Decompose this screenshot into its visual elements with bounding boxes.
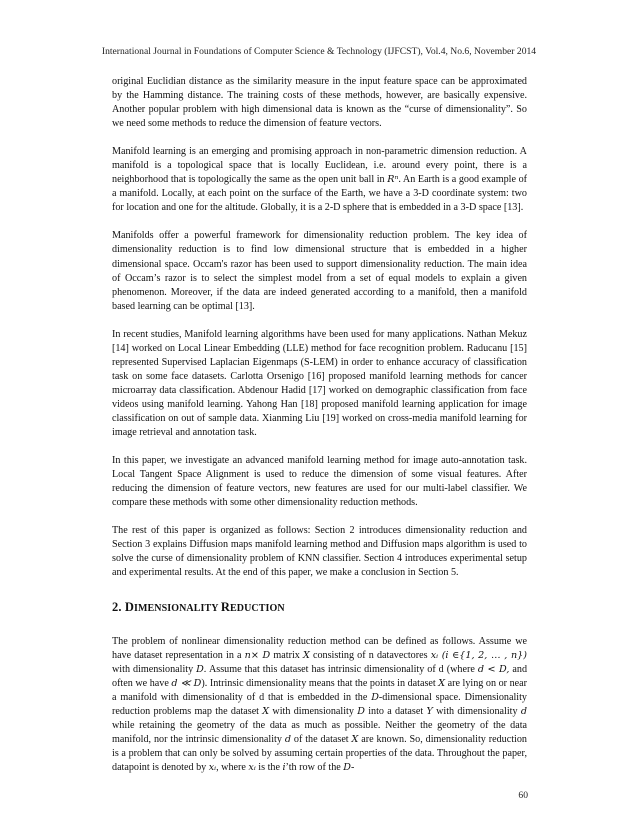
s2-math-6: d ≪ D xyxy=(171,677,202,689)
paragraph-6: The rest of this paper is organized as follows: Section 2 introduces dimensionality reduction and Section 3 explains Diffusion maps manifold learning method and Diffusion maps algorithm is used to solve the curse of dimensionality problem of KNN classifier. Section 4 introduces experimental setup and experimental results. At the end of this paper, we make a conclusion in Section 5. xyxy=(112,525,527,579)
paragraph-2-math: Rⁿ xyxy=(387,174,399,186)
s2-text-12: with dimensionality xyxy=(432,705,521,717)
s2-text-10: with dimensionality xyxy=(269,705,358,717)
running-head: International Journal in Foundations of Computer Science & Technology (IJFCST), Vol.4, No.6, November 2014 xyxy=(101,46,537,57)
s2-text-3: consisting of n datavectores xyxy=(309,649,431,661)
section-heading xyxy=(112,600,527,616)
section-heading-part1: IMENSIONALITY xyxy=(133,603,221,615)
s2-text-9: -dimensional space. Dimensionality reduction problems map the dataset xyxy=(112,691,527,717)
s2-text-2: matrix xyxy=(270,649,303,661)
s2-math-16: xᵢ xyxy=(248,761,256,773)
paragraph-5: In this paper, we investigate an advanced manifold learning method for image auto-annotation task. Local Tangent Space Alignment is used to reduce the dimension of some visual features. After reducing the dimension of feature vectors, new features are used for our multi-label classifier. We compare these methods with some other dimensionality reduction methods. xyxy=(112,455,527,509)
s2-text-17: is the xyxy=(255,761,283,773)
s2-text-19: - xyxy=(351,761,355,773)
s2-math-1: n× D xyxy=(244,649,271,661)
s2-text-13: while retaining the geometry of the data as much as possible. Neither the geometry of the data manifold, nor the intrinsic dimensionality xyxy=(112,719,527,745)
s2-math-17: i xyxy=(282,761,286,773)
s2-math-9: X xyxy=(262,705,270,717)
s2-text-4: with dimensionality xyxy=(112,663,197,675)
s2-text-11: into a dataset xyxy=(364,705,427,717)
s2-math-2: X xyxy=(302,649,310,661)
s2-text-16: , where xyxy=(216,761,249,773)
s2-math-10: D xyxy=(357,705,365,717)
paragraph-2 xyxy=(112,145,527,215)
section-2-paragraph xyxy=(112,635,527,775)
paper-body xyxy=(112,75,527,775)
s2-text-6: and often we have xyxy=(112,663,528,689)
s2-math-11: Y xyxy=(426,705,433,717)
section-number: 2. xyxy=(112,600,125,615)
s2-text-18: ’th row of the xyxy=(285,761,344,773)
section-heading-r: R xyxy=(220,600,230,615)
paragraph-1: original Euclidian distance as the similarity measure in the input feature space can be approximated by the Hamming distance. The training costs of these methods, however, are basically expensive. Another popular problem with high dimensional data is known as the “curse of dimensionality”. So we need some methods to reduce the dimension of feature vectors. xyxy=(112,76,527,130)
s2-math-7: X xyxy=(438,677,446,689)
s2-math-8: D xyxy=(371,691,379,703)
paragraph-3: Manifolds offer a powerful framework for dimensionality reduction problem. The key idea of dimensionality reduction is to find low dimensional structure that is embedded in a higher dimensional space. Occam's razor has been used to support dimensionality reduction. The main idea of Occam’s razor is to select the simplest model from a set of equal models to explain a given phenomenon. Moreover, if the data are indeed generated according to a manifold, then a manifold based learning can be optimal [13]. xyxy=(112,230,527,312)
s2-text-5: Assume that this dataset has intrinsic dimensionality of d (where xyxy=(206,663,478,675)
s2-math-12: d xyxy=(520,705,527,717)
s2-math-18: D xyxy=(343,761,351,773)
s2-text-15: are known. So, dimensionality reduction is a problem that can only be solved by assuming certain properties of the data. Throughout the paper, datapoint is denoted by xyxy=(112,733,527,773)
s2-text-14: of the dataset xyxy=(291,733,352,745)
s2-math-3: xᵢ (i ∈{1, 2, … , n}) xyxy=(430,649,527,661)
section-heading-d: D xyxy=(124,600,134,615)
s2-math-13: d xyxy=(284,733,291,745)
s2-math-4: D. xyxy=(196,663,207,675)
s2-math-15: xᵢ xyxy=(208,761,217,773)
section-heading-part2: EDUCTION xyxy=(229,603,285,615)
s2-math-14: X xyxy=(351,733,359,745)
paragraph-2-text-a: Manifold learning is an emerging and promising approach in non-parametric dimension reduction. A manifold is a topological space that is locally Euclidean, i.e. around every point, there is a neighborhood that is topologically the same as the open unit ball in xyxy=(112,146,527,186)
s2-text-7: ). Intrinsic dimensionality means that the points in dataset xyxy=(201,677,439,689)
s2-math-5: d < D, xyxy=(477,663,510,675)
page-number: 60 xyxy=(518,790,528,801)
paragraph-4: In recent studies, Manifold learning algorithms have been used for many applications. Nathan Mekuz [14] worked on Local Linear Embedding (LLE) method for face recognition problem. Raducanu [15] represented Supervised Laplacian Eigenmaps (S-LEM) in order to enhance accuracy of classification task on some face datasets. Carlotta Orsenigo [16] proposed manifold learning methods for cancer microarray data classification. Abdenour Hadid [17] worked on demographic classification from face videos using manifold learning. Yahong Han [18] proposed manifold learning application for image classification on out of sample data. Xianming Liu [19] worked on cross-media manifold learning for image retrieval and annotation task. xyxy=(112,328,527,439)
s2-text-1: The problem of nonlinear dimensionality reduction method can be defined as follows. Assume we have dataset representation in a xyxy=(112,635,527,661)
s2-text-8: are lying on or near a manifold with dimensionality of d that is embedded in the xyxy=(112,677,527,703)
paragraph-2-text-b: . An Earth is a good example of a manifold. Locally, at each point on the surface of the Earth, we have a 3-D coordinate system: two for location and one for the altitude. Globally, it is a 2-D sphere that is embedded in a 3-D space [13]. xyxy=(112,174,528,214)
